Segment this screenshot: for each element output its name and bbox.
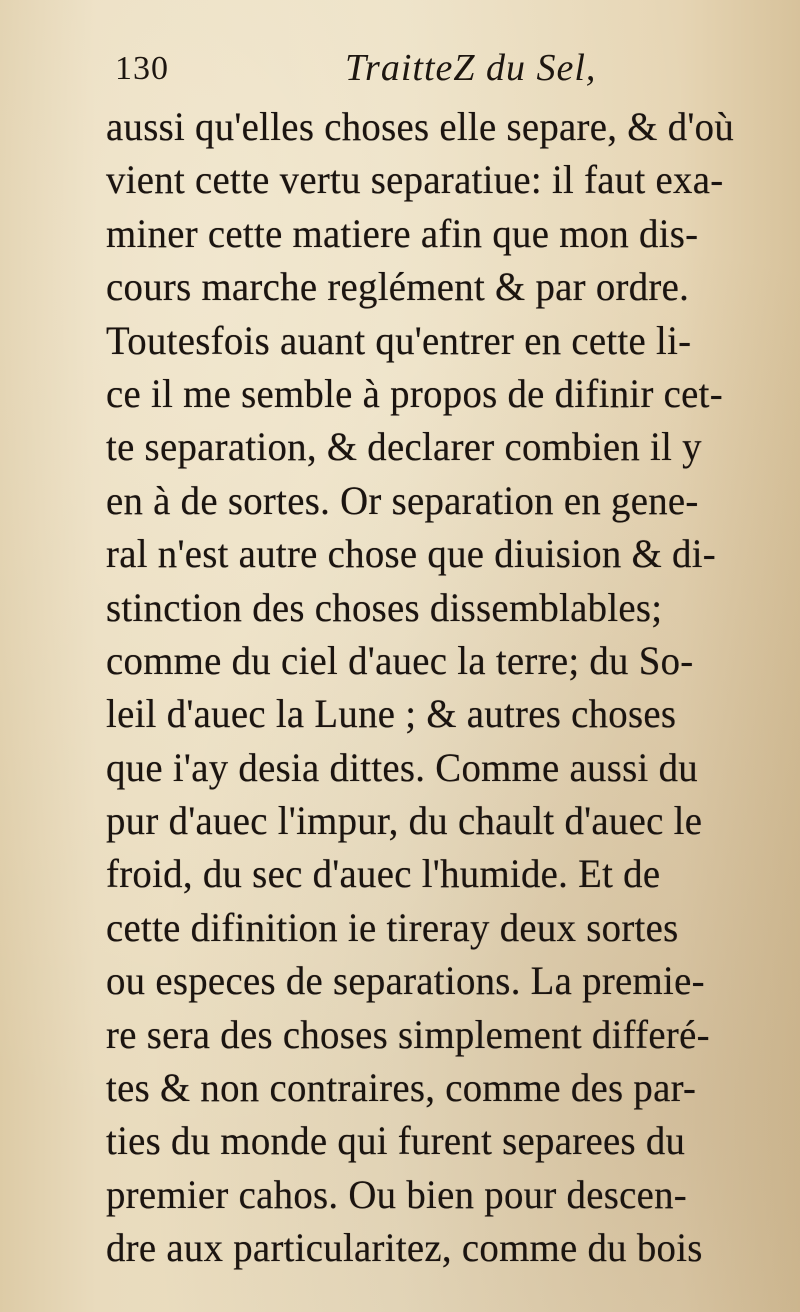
text-line: stinction des choses dissemblables; (106, 584, 663, 630)
text-line: premier cahos. Ou bien pour descen- (106, 1171, 688, 1217)
text-line: te separation, & declarer combien il y (106, 424, 702, 470)
text-line: comme du ciel d'auec la terre; du So- (106, 637, 694, 683)
text-line: ce il me semble à propos de difinir cet- (106, 370, 723, 416)
text-line: cette difinition ie tireray deux sortes (106, 904, 679, 950)
text-line: cours marche reglément & par ordre. (106, 264, 690, 310)
running-title: TraitteZ du Sel, (345, 47, 597, 89)
text-line: Toutesfois auant qu'entrer en cette li- (106, 317, 692, 363)
text-line: aussi qu'elles choses elle separe, & d'où (106, 104, 735, 149)
text-line: ral n'est autre chose que diuision & di- (106, 531, 717, 577)
text-line: miner cette matiere afin que mon dis- (106, 210, 699, 256)
text-line: dre aux particularitez, comme du bois (106, 1225, 703, 1271)
text-line: en à de sortes. Or separation en gene- (106, 477, 699, 523)
text-line: que i'ay desia dittes. Comme aussi du (106, 744, 698, 790)
text-line: ou especes de separations. La premie- (106, 958, 705, 1004)
text-line: re sera des choses simplement differé- (106, 1011, 710, 1057)
page-number: 130 (115, 50, 169, 87)
text-line: froid, du sec d'auec l'humide. Et de (106, 851, 661, 897)
running-head (115, 42, 635, 98)
text-line: ties du monde qui furent separees du (106, 1118, 686, 1164)
text-line: vient cette vertu separatiue: il faut exa- (106, 157, 724, 203)
body-text (106, 100, 766, 1275)
text-line: leil d'auec la Lune ; & autres choses (106, 691, 677, 737)
text-line: tes & non contraires, comme des par- (106, 1065, 697, 1111)
text-line: pur d'auec l'impur, du chault d'auec le (106, 798, 703, 844)
